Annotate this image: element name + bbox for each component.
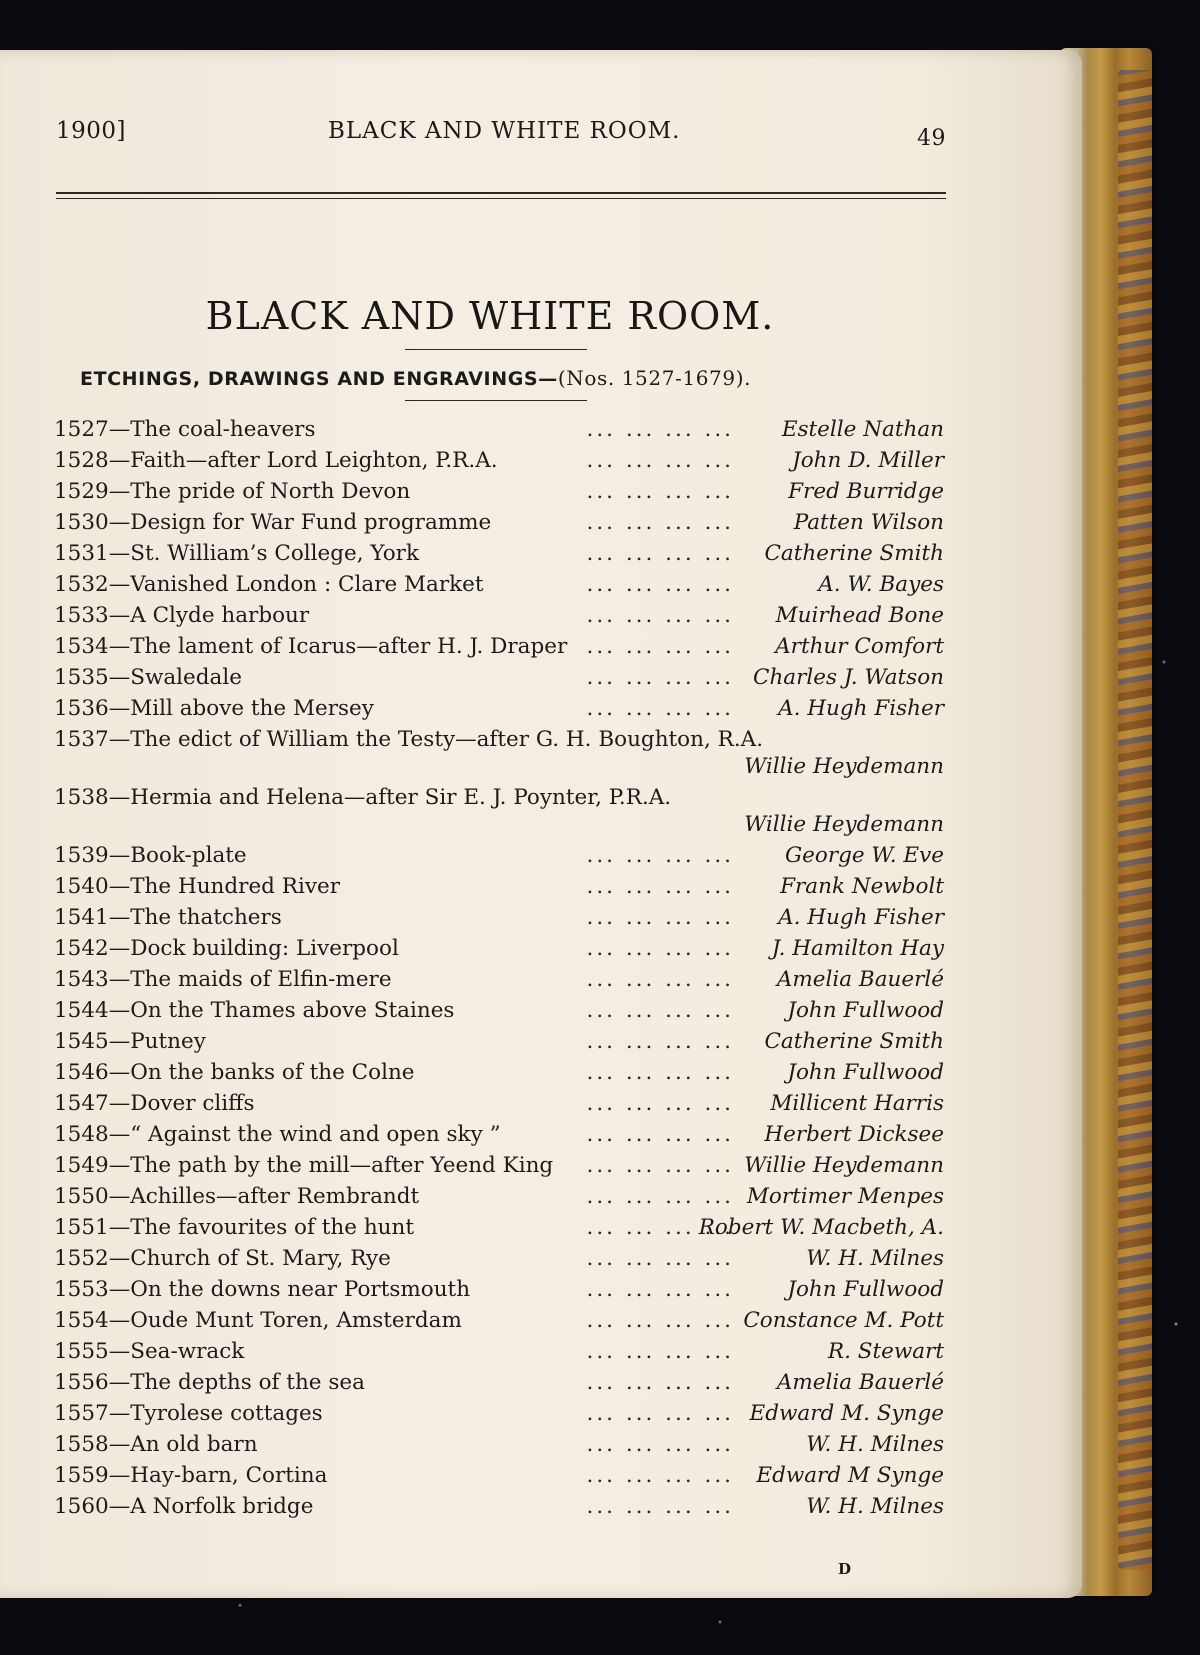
running-head-title: BLACK AND WHITE ROOM. <box>328 118 681 144</box>
catalogue-entry <box>54 1398 944 1429</box>
catalogue-entry <box>54 902 944 933</box>
catalogue-entry <box>54 1212 944 1243</box>
entry-artist: Mortimer Menpes <box>746 1184 944 1209</box>
marbled-fore-edge <box>1118 70 1152 1570</box>
subtitle-numbers: (Nos. 1527-1679). <box>557 366 752 390</box>
leader-dots: ... ... ... ... <box>586 417 734 442</box>
entry-artist: Willie Heydemann <box>744 1153 944 1178</box>
title-rule <box>405 349 587 350</box>
signature-mark: D <box>838 1560 852 1578</box>
entry-title: 1552—Church of St. Mary, Rye <box>54 1246 391 1271</box>
entry-title: 1555—Sea-wrack <box>54 1339 245 1364</box>
entry-artist: Arthur Comfort <box>775 634 944 659</box>
entry-title: 1546—On the banks of the Colne <box>54 1060 415 1085</box>
catalogue-entry <box>54 995 944 1026</box>
entry-artist: A. W. Bayes <box>818 572 944 597</box>
entry-artist: R. Stewart <box>827 1339 944 1364</box>
entry-artist: Muirhead Bone <box>775 603 944 628</box>
entry-title: 1551—The favourites of the hunt <box>54 1215 415 1240</box>
entry-title: 1542—Dock building: Liverpool <box>54 936 399 961</box>
catalogue-list <box>54 414 944 1522</box>
leader-dots: ... ... ... ... <box>586 1463 734 1488</box>
entry-artist: Willie Heydemann <box>744 812 944 837</box>
leader-dots: ... ... ... ... <box>586 665 734 690</box>
catalogue-entry <box>54 414 944 445</box>
entry-artist: Amelia Bauerlé <box>776 1370 944 1395</box>
entry-title: 1549—The path by the mill—after Yeend King <box>54 1153 554 1178</box>
leader-dots: ... ... ... ... <box>586 843 734 868</box>
entry-artist: Constance M. Pott <box>743 1308 944 1333</box>
entry-artist: John D. Miller <box>792 448 944 473</box>
leader-dots: ... ... ... ... <box>586 1277 734 1302</box>
entry-title: 1535—Swaledale <box>54 665 242 690</box>
catalogue-entry <box>54 1026 944 1057</box>
entry-title: 1543—The maids of Elfin-mere <box>54 967 392 992</box>
catalogue-entry <box>54 1336 944 1367</box>
leader-dots: ... ... ... ... <box>586 1339 734 1364</box>
subtitle-text: ETCHINGS, DRAWINGS AND ENGRAVINGS— <box>80 368 558 390</box>
entry-title: 1560—A Norfolk bridge <box>54 1494 314 1519</box>
catalogue-entry <box>54 693 944 724</box>
entry-title: 1557—Tyrolese cottages <box>54 1401 323 1426</box>
entry-title: 1529—The pride of North Devon <box>54 479 411 504</box>
catalogue-entry <box>54 1119 944 1150</box>
subtitle-rule <box>405 400 587 401</box>
entry-artist: A. Hugh Fisher <box>778 905 944 930</box>
leader-dots: ... ... ... ... <box>586 1432 734 1457</box>
leader-dots: ... ... ... ... <box>586 1494 734 1519</box>
entry-title: 1533—A Clyde harbour <box>54 603 310 628</box>
catalogue-entry <box>54 569 944 600</box>
catalogue-entry <box>54 631 944 662</box>
entry-title: 1527—The coal-heavers <box>54 417 316 442</box>
catalogue-entry <box>54 445 944 476</box>
leader-dots: ... ... ... ... <box>586 510 734 535</box>
running-head <box>56 112 946 152</box>
leader-dots: ... ... ... ... <box>586 1401 734 1426</box>
leader-dots: ... ... ... ... <box>586 1153 734 1178</box>
entry-artist: Willie Heydemann <box>744 754 944 779</box>
entry-artist: Charles J. Watson <box>753 665 944 690</box>
catalogue-entry <box>54 1181 944 1212</box>
entry-title: 1538—Hermia and Helena—after Sir E. J. Poynter, P.R.A. <box>54 785 672 810</box>
leader-dots: ... ... ... ... <box>586 1246 734 1271</box>
entry-title: 1544—On the Thames above Staines <box>54 998 455 1023</box>
leader-dots: ... ... ... ... <box>586 696 734 721</box>
catalogue-entry <box>54 964 944 995</box>
leader-dots: ... ... ... ... <box>586 874 734 899</box>
entry-title: 1547—Dover cliffs <box>54 1091 255 1116</box>
entry-title: 1530—Design for War Fund programme <box>54 510 492 535</box>
entry-title: 1540—The Hundred River <box>54 874 340 899</box>
entry-artist: Fred Burridge <box>788 479 944 504</box>
entry-title: 1553—On the downs near Portsmouth <box>54 1277 471 1302</box>
entry-artist: Catherine Smith <box>764 541 944 566</box>
catalogue-entry <box>54 600 944 631</box>
entry-artist: A. Hugh Fisher <box>778 696 944 721</box>
leader-dots: ... ... ... ... <box>586 541 734 566</box>
entry-artist: George W. Eve <box>784 843 944 868</box>
entry-artist: Herbert Dicksee <box>764 1122 944 1147</box>
catalogue-entry <box>54 1057 944 1088</box>
catalogue-entry <box>54 871 944 902</box>
catalogue-entry <box>54 1243 944 1274</box>
entry-artist: John Fullwood <box>787 1277 944 1302</box>
leader-dots: ... ... ... ... <box>586 936 734 961</box>
running-head-year: 1900] <box>56 118 127 144</box>
catalogue-entry <box>54 1429 944 1460</box>
entry-artist: W. H. Milnes <box>806 1494 944 1519</box>
catalogue-entry <box>54 782 944 840</box>
entry-artist: Frank Newbolt <box>780 874 944 899</box>
catalogue-entry <box>54 1150 944 1181</box>
entry-artist: J. Hamilton Hay <box>771 936 944 961</box>
header-rule <box>56 192 946 199</box>
entry-title: 1541—The thatchers <box>54 905 282 930</box>
leader-dots: ... ... ... ... <box>586 1215 734 1240</box>
leader-dots: ... ... ... ... <box>586 998 734 1023</box>
catalogue-entry <box>54 1491 944 1522</box>
entry-title: 1537—The edict of William the Testy—after G. H. Boughton, R.A. <box>54 727 764 752</box>
leader-dots: ... ... ... ... <box>586 1184 734 1209</box>
catalogue-entry <box>54 507 944 538</box>
leader-dots: ... ... ... ... <box>586 1370 734 1395</box>
leader-dots: ... ... ... ... <box>586 905 734 930</box>
catalogue-entry <box>54 1367 944 1398</box>
entry-artist: John Fullwood <box>787 998 944 1023</box>
entry-title: 1532—Vanished London : Clare Market <box>54 572 484 597</box>
entry-artist: W. H. Milnes <box>806 1246 944 1271</box>
entry-title: 1556—The depths of the sea <box>54 1370 365 1395</box>
entry-title: 1550—Achilles—after Rembrandt <box>54 1184 420 1209</box>
catalogue-entry <box>54 1305 944 1336</box>
entry-artist: W. H. Milnes <box>806 1432 944 1457</box>
entry-title: 1539—Book-plate <box>54 843 247 868</box>
catalogue-entry <box>54 476 944 507</box>
leader-dots: ... ... ... ... <box>586 479 734 504</box>
catalogue-entry <box>54 1274 944 1305</box>
section-title: BLACK AND WHITE ROOM. <box>205 294 775 338</box>
leader-dots: ... ... ... ... <box>586 603 734 628</box>
entry-title: 1554—Oude Munt Toren, Amsterdam <box>54 1308 462 1333</box>
catalogue-entry <box>54 662 944 693</box>
entry-title: 1545—Putney <box>54 1029 206 1054</box>
leader-dots: ... ... ... ... <box>586 1091 734 1116</box>
leader-dots: ... ... ... ... <box>586 1029 734 1054</box>
entry-title: 1548—“ Against the wind and open sky ” <box>54 1122 501 1147</box>
entry-title: 1528—Faith—after Lord Leighton, P.R.A. <box>54 448 498 473</box>
entry-artist: Robert W. Macbeth, A. <box>698 1215 944 1240</box>
entry-title: 1534—The lament of Icarus—after H. J. Draper <box>54 634 568 659</box>
book-page <box>0 50 1082 1598</box>
entry-title: 1536—Mill above the Mersey <box>54 696 374 721</box>
catalogue-entry <box>54 933 944 964</box>
entry-artist: Estelle Nathan <box>781 417 944 442</box>
leader-dots: ... ... ... ... <box>586 967 734 992</box>
entry-artist: Patten Wilson <box>793 510 944 535</box>
catalogue-entry <box>54 840 944 871</box>
leader-dots: ... ... ... ... <box>586 1122 734 1147</box>
entry-title: 1559—Hay-barn, Cortina <box>54 1463 328 1488</box>
catalogue-entry <box>54 538 944 569</box>
entry-artist: Catherine Smith <box>764 1029 944 1054</box>
section-subtitle <box>80 366 960 390</box>
entry-artist: John Fullwood <box>787 1060 944 1085</box>
catalogue-entry <box>54 724 944 782</box>
leader-dots: ... ... ... ... <box>586 634 734 659</box>
leader-dots: ... ... ... ... <box>586 1060 734 1085</box>
entry-title: 1531—St. William’s College, York <box>54 541 419 566</box>
leader-dots: ... ... ... ... <box>586 572 734 597</box>
leader-dots: ... ... ... ... <box>586 448 734 473</box>
leader-dots: ... ... ... ... <box>586 1308 734 1333</box>
page-number: 49 <box>917 126 946 151</box>
entry-artist: Amelia Bauerlé <box>776 967 944 992</box>
catalogue-entry <box>54 1088 944 1119</box>
entry-artist: Edward M Synge <box>756 1463 944 1488</box>
entry-artist: Millicent Harris <box>770 1091 944 1116</box>
entry-title: 1558—An old barn <box>54 1432 258 1457</box>
entry-artist: Edward M. Synge <box>749 1401 944 1426</box>
catalogue-entry <box>54 1460 944 1491</box>
